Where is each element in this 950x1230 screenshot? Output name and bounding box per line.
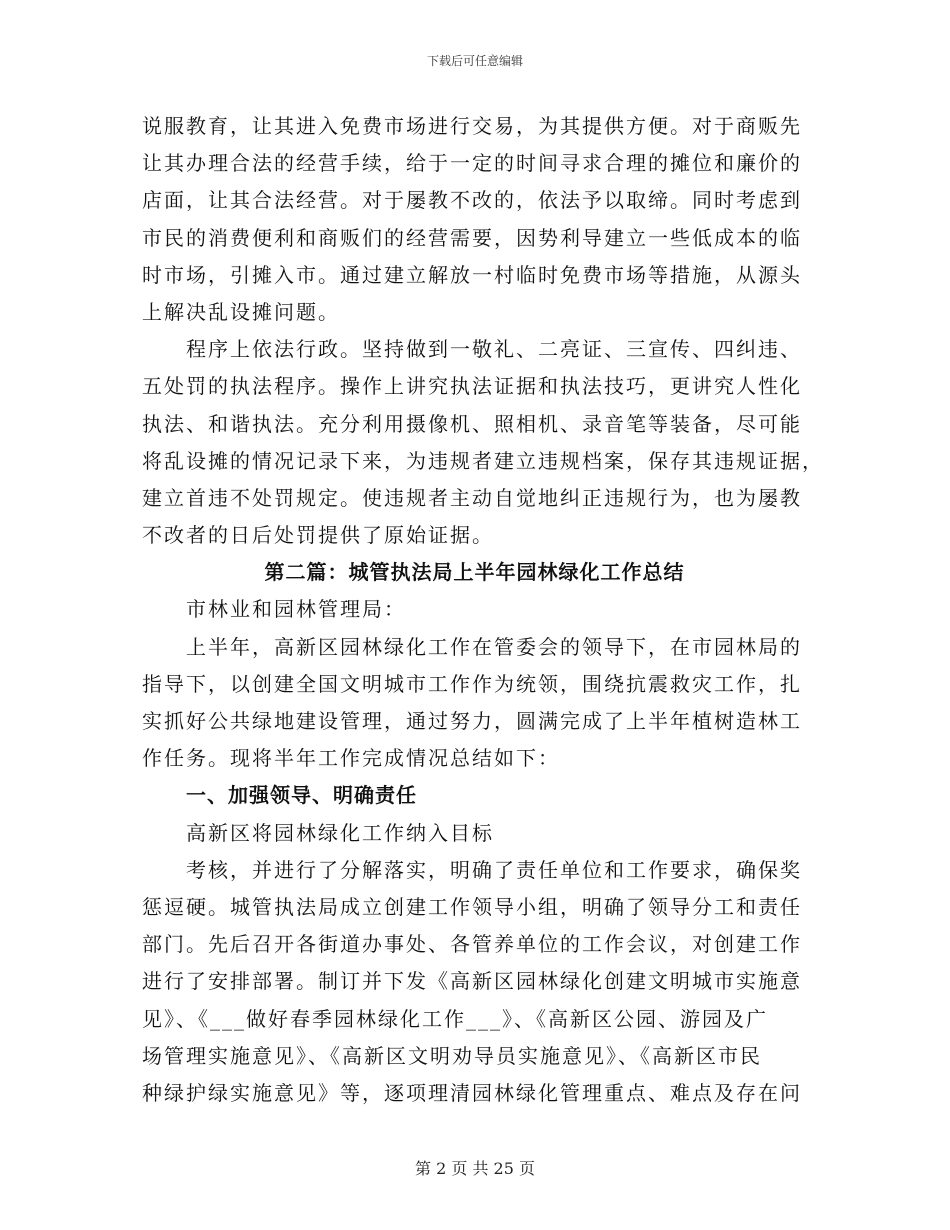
paragraph-start-line: 高新区将园林绿化工作纳入目标 bbox=[186, 820, 494, 845]
body-line: 进行了安排部署。制订并下发《高新区园林绿化创建文明城市实施意 bbox=[142, 969, 802, 994]
body-line: 作任务。现将半年工作完成情况总结如下： bbox=[142, 746, 560, 771]
body-line: 上解决乱设摊问题。 bbox=[142, 299, 340, 324]
body-line: 店面，让其合法经营。对于屡教不改的，依法予以取缔。同时考虑到 bbox=[142, 188, 802, 213]
page-header: 下载后可任意编辑 bbox=[426, 54, 523, 68]
salutation-line: 市林业和园林管理局： bbox=[186, 597, 406, 622]
paragraph-start-line: 考核，并进行了分解落实，明确了责任单位和工作要求，确保奖 bbox=[186, 857, 802, 882]
section-title: 第二篇：城管执法局上半年园林绿化工作总结 bbox=[264, 560, 685, 585]
body-line: 不改者的日后处罚提供了原始证据。 bbox=[142, 523, 494, 548]
body-line: 部门。先后召开各街道办事处、各管养单位的工作会议，对创建工作 bbox=[142, 932, 802, 957]
body-line: 指导下，以创建全国文明城市工作作为统领，围绕抗震救灾工作，扎 bbox=[142, 671, 802, 696]
body-line: 见》、《___做好春季园林绿化工作___》、《高新区公园、游园及广 bbox=[142, 1006, 768, 1031]
body-line: 时市场，引摊入市。通过建立解放一村临时免费市场等措施，从源头 bbox=[142, 262, 802, 287]
body-line: 市民的消费便利和商贩们的经营需要，因势利导建立一些低成本的临 bbox=[142, 225, 802, 250]
body-line: 场管理实施意见》、《高新区文明劝导员实施意见》、《高新区市民 bbox=[142, 1043, 762, 1068]
body-line: 说服教育，让其进入免费市场进行交易，为其提供方便。对于商贩先 bbox=[142, 114, 802, 138]
body-line: 建立首违不处罚规定。使违规者主动自觉地纠正违规行为，也为屡教 bbox=[142, 485, 802, 510]
document-body bbox=[142, 108, 824, 1112]
body-line: 实抓好公共绿地建设管理，通过努力，圆满完成了上半年植树造林工 bbox=[142, 709, 802, 733]
paragraph-start-line: 程序上依法行政。坚持做到一敬礼、二亮证、三宣传、四纠违、 bbox=[186, 337, 802, 362]
body-line: 执法、和谐执法。充分利用摄像机、照相机、录音笔等装备，尽可能 bbox=[142, 411, 802, 436]
body-line: 让其办理合法的经营手续，给于一定的时间寻求合理的摊位和廉价的 bbox=[142, 151, 802, 176]
subheading: 一、加强领导、明确责任 bbox=[186, 783, 417, 808]
body-line: 五处罚的执法程序。操作上讲究执法证据和执法技巧，更讲究人性化 bbox=[142, 374, 802, 399]
page-footer: 第 2 页 共 25 页 bbox=[415, 1159, 535, 1178]
paragraph-start-line: 上半年，高新区园林绿化工作在管委会的领导下，在市园林局的 bbox=[186, 634, 802, 659]
body-line: 惩逗硬。城管执法局成立创建工作领导小组，明确了领导分工和责任 bbox=[142, 894, 802, 919]
body-line: 种绿护绿实施意见》等，逐项理清园林绿化管理重点、难点及存在问 bbox=[142, 1080, 802, 1105]
body-line: 将乱设摊的情况记录下来，为违规者建立违规档案，保存其违规证据， bbox=[142, 448, 824, 473]
